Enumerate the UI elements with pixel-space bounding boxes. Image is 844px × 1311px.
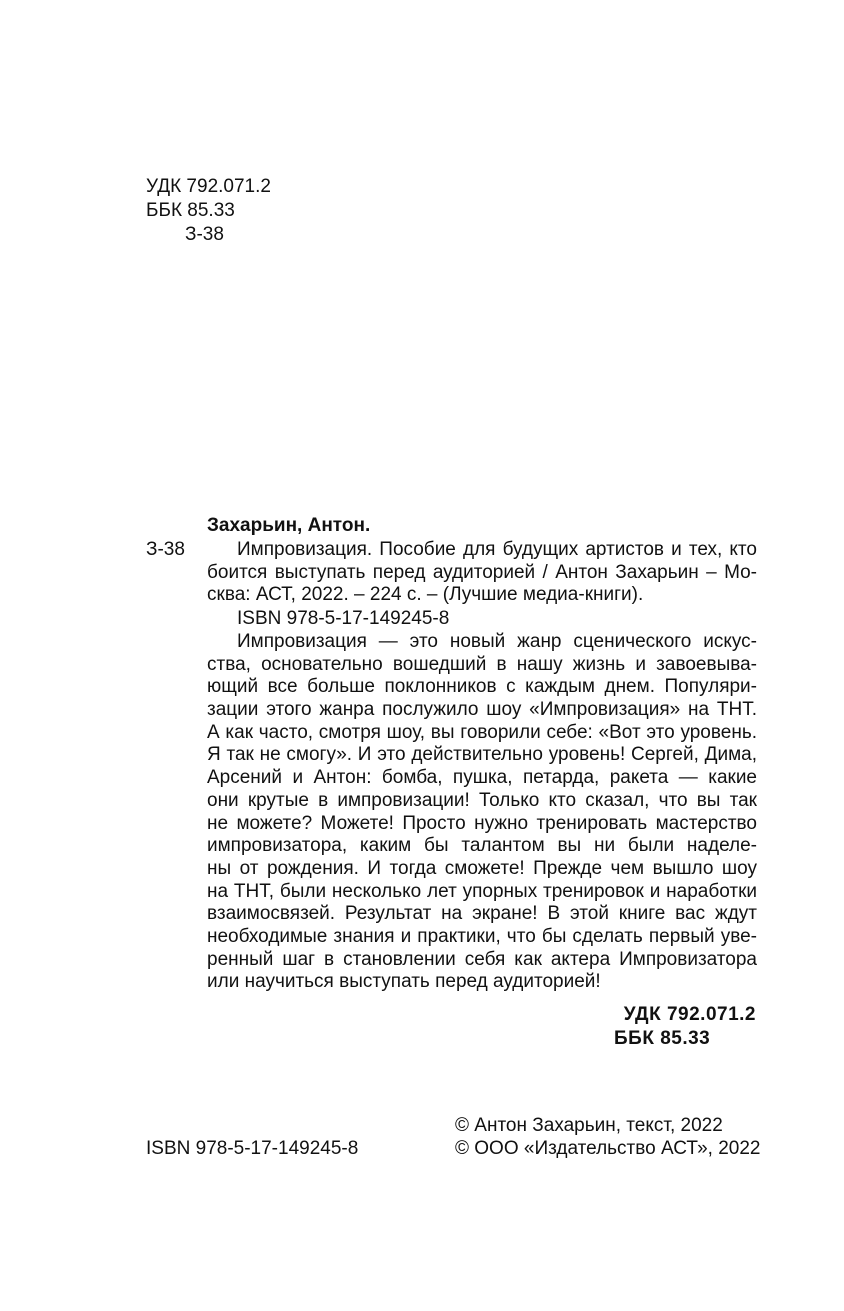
annotation-line: Импровизация — это новый жанр сценического искус-	[237, 631, 757, 652]
annotation-line: необходимые знания и практики, что бы сделать первый уве-	[207, 925, 757, 947]
description-line: боится выступать перед аудиторией / Антон Захарьин – Мо-	[207, 561, 757, 583]
bbk-index: ББК 85.33	[146, 200, 235, 221]
record-bbk: ББК 85.33	[614, 1028, 711, 1049]
record-isbn: ISBN 978-5-17-149245-8	[237, 608, 450, 629]
record-udk: УДК 792.071.2	[623, 1004, 756, 1025]
description-line: сква: АСТ, 2022. – 224 с. – (Лучшие медиа-книги).	[207, 584, 644, 605]
annotation-line: зации этого жанра послужило шоу «Импровизация» на ТНТ.	[207, 699, 757, 721]
record-author: Захарьин, Антон.	[207, 515, 371, 536]
annotation-line: импровизатора, каким бы талантом вы ни были наделе-	[207, 835, 757, 857]
annotation-line: ренный шаг в становлении себя как актера Импровизатора	[207, 948, 757, 970]
annotation-line: взаимосвязей. Результат на экране! В этой книге вас ждут	[207, 903, 757, 925]
record-annotation	[207, 631, 757, 994]
copyright-publisher: © ООО «Издательство АСТ», 2022	[455, 1138, 761, 1159]
copyright-author: © Антон Захарьин, текст, 2022	[455, 1115, 723, 1136]
record-description	[207, 539, 757, 607]
annotation-line: ства, основательно вошедший в нашу жизнь и завоевыва-	[207, 653, 757, 675]
annotation-line: ющий все больше поклонников с каждым днем. Популяри-	[207, 676, 757, 698]
udk-index: УДК 792.071.2	[146, 176, 271, 197]
annotation-line: Арсений и Антон: бомба, пушка, петарда, ракета — какие	[207, 767, 757, 789]
annotation-line: А как часто, смотря шоу, вы говорили себе: «Вот это уровень.	[207, 721, 757, 743]
annotation-line: ны от рождения. И тогда сможете! Прежде чем вышло шоу	[207, 857, 757, 879]
footer-isbn: ISBN 978-5-17-149245-8	[146, 1138, 359, 1159]
author-code: З-38	[185, 224, 224, 245]
annotation-line: не можете? Можете! Просто нужно тренировать мастерство	[207, 812, 757, 834]
description-line: Импровизация. Пособие для будущих артистов и тех, кто	[237, 539, 757, 560]
record-author-code: З-38	[146, 539, 185, 560]
annotation-line: они крутые в импровизации! Только кто сказал, что вы так	[207, 789, 757, 811]
annotation-line: или научиться выступать перед аудиторией!	[207, 971, 601, 993]
annotation-line: на ТНТ, были несколько лет упорных тренировок и наработки	[207, 880, 757, 902]
annotation-line: Я так не смогу». И это действительно уровень! Сергей, Дима,	[207, 744, 757, 766]
